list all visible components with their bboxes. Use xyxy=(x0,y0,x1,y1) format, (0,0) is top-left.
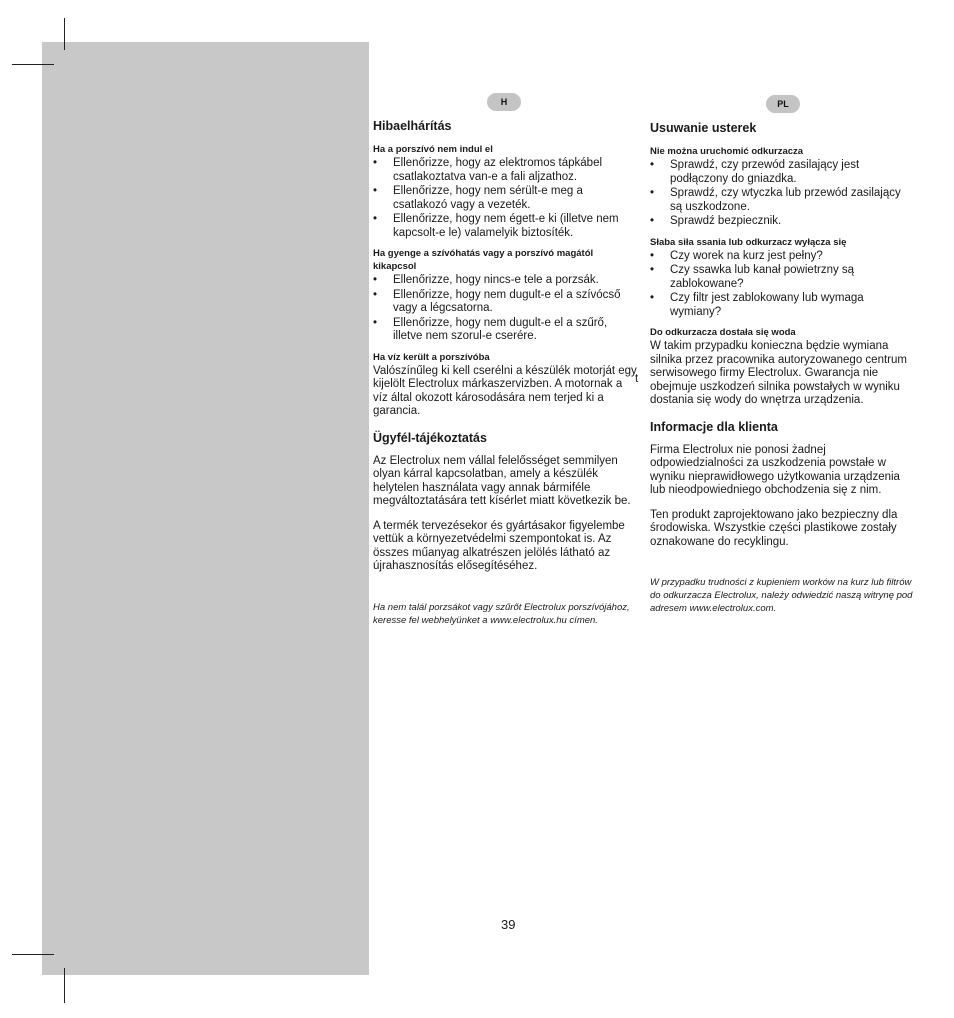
bullet-icon: • xyxy=(373,157,378,169)
section-title: Słaba siła ssania lub odkurzacz wyłącza się xyxy=(650,236,847,248)
paragraph: A termék tervezésekor és gyártásakor figyelembe vettük a környezetvédelmi szempontokat is. Az összes műanyag alkatrészen jelölés látható az újrahasznosítás elősegítéséhez. xyxy=(373,519,625,572)
crop-mark-bottom-vertical xyxy=(64,968,65,1003)
list-item: • Czy ssawka lub kanał powietrzny są zablokowane? xyxy=(650,264,855,290)
list-item: • Ellenőrizze, hogy nem égett-e ki (illetve nem kapcsolt-e le) valamelyik biztosíték. xyxy=(373,213,619,239)
bullet-list xyxy=(650,159,914,229)
bullet-list xyxy=(650,250,914,320)
crop-mark-top-vertical xyxy=(64,18,65,50)
list-item: • Ellenőrizze, hogy nincs-e tele a porzsák. xyxy=(373,274,599,286)
paragraph: Ten produkt zaprojektowano jako bezpieczny dla środowiska. Wszystkie części plastikowe zostały oznakowane do recyklingu. xyxy=(650,508,898,548)
crop-mark-top-horizontal xyxy=(12,64,54,65)
bullet-list xyxy=(373,274,637,344)
bullet-icon: • xyxy=(650,292,655,304)
section-title: Ha gyenge a szívóhatás vagy a porszívó magától kikapcsol xyxy=(373,248,594,272)
language-badge-pl: PL xyxy=(766,95,800,113)
bullet-list xyxy=(373,157,637,240)
troubleshooting-heading: Usuwanie usterek xyxy=(650,121,757,135)
paragraph: Valószínűleg ki kell cserélni a készülék motorját egy kijelölt Electrolux márkaszervizben. A motornak a víz által okozott károsodására nem terjed ki a garancia. xyxy=(373,364,637,417)
bullet-icon: • xyxy=(373,213,378,225)
customer-info-heading: Informacje dla klienta xyxy=(650,419,778,434)
bullet-icon: • xyxy=(650,187,655,199)
list-item: • Ellenőrizze, hogy nem dugult-e el a szívócső vagy a légcsatorna. xyxy=(373,288,621,314)
paragraph: Firma Electrolux nie ponosi żadnej odpowiedzialności za uszkodzenia powstałe w wyniku nieprawidłowego użytkowania urządzenia lub nieodpowiedniego obchodzenia się z nim. xyxy=(650,443,900,496)
list-item: • Sprawdź, czy wtyczka lub przewód zasilający są uszkodzone. xyxy=(650,187,901,213)
hungarian-column xyxy=(373,93,637,638)
website-note: Ha nem talál porzsákot vagy szűrőt Electrolux porszívójához, keresse fel webhelyünket a www.electrolux.hu címen. xyxy=(373,601,630,626)
bullet-icon: • xyxy=(373,316,378,329)
bullet-icon: • xyxy=(373,274,378,286)
website-note: W przypadku trudności z kupieniem worków na kurz lub filtrów do odkurzacza Electrolux, należy odwiedzić naszą witrynę pod adresem www.electrolux.com. xyxy=(650,577,913,614)
bullet-icon: • xyxy=(373,185,378,197)
customer-info-heading: Ügyfél-tájékoztatás xyxy=(373,430,487,445)
list-item: • Czy worek na kurz jest pełny? xyxy=(650,249,823,262)
section-title: Ha víz került a porszívóba xyxy=(373,351,490,363)
bullet-icon: • xyxy=(650,215,655,227)
bullet-icon: • xyxy=(650,159,655,171)
polish-column xyxy=(650,95,914,626)
gray-margin-panel xyxy=(42,42,369,975)
list-item: • Ellenőrizze, hogy az elektromos tápkábel csatlakoztatva van-e a fali aljzathoz. xyxy=(373,157,603,183)
bullet-icon: • xyxy=(650,249,655,262)
section-title: Nie można uruchomić odkurzacza xyxy=(650,146,804,157)
list-item: • Sprawdź, czy przewód zasilający jest podłączony do gniazdka. xyxy=(650,159,860,185)
list-item: • Ellenőrizze, hogy nem dugult-e el a szűrő, illetve nem szorul-e cserére. xyxy=(373,316,608,342)
paragraph: Az Electrolux nem vállal felelősséget semmilyen olyan kárral kapcsolatban, amely a készülék helytelen használata vagy annak bármiféle megváltoztatására tett kísérlet miatt következik be. xyxy=(373,454,631,507)
section-title: Do odkurzacza dostała się woda xyxy=(650,327,796,338)
bullet-icon: • xyxy=(373,288,378,301)
language-badge-h: H xyxy=(487,93,521,111)
crop-mark-bottom-horizontal xyxy=(12,954,54,955)
stray-character: t xyxy=(635,373,639,385)
list-item: • Czy filtr jest zablokowany lub wymaga wymiany? xyxy=(650,292,864,318)
page-number: 39 xyxy=(501,917,516,932)
list-item: • Ellenőrizze, hogy nem sérült-e meg a csatlakozó vagy a vezeték. xyxy=(373,185,583,211)
paragraph: W takim przypadku konieczna będzie wymiana silnika przez pracownika autoryzowanego centrum serwisowego firmy Electrolux. Gwarancja nie obejmuje uszkodzeń silnika powstałych w wyniku dostania się wody do wnętrza urządzenia. xyxy=(650,340,907,406)
bullet-icon: • xyxy=(650,264,655,276)
troubleshooting-heading: Hibaelhárítás xyxy=(373,119,452,133)
section-title: Ha a porszívó nem indul el xyxy=(373,144,493,155)
list-item: • Sprawdź bezpiecznik. xyxy=(650,215,782,227)
